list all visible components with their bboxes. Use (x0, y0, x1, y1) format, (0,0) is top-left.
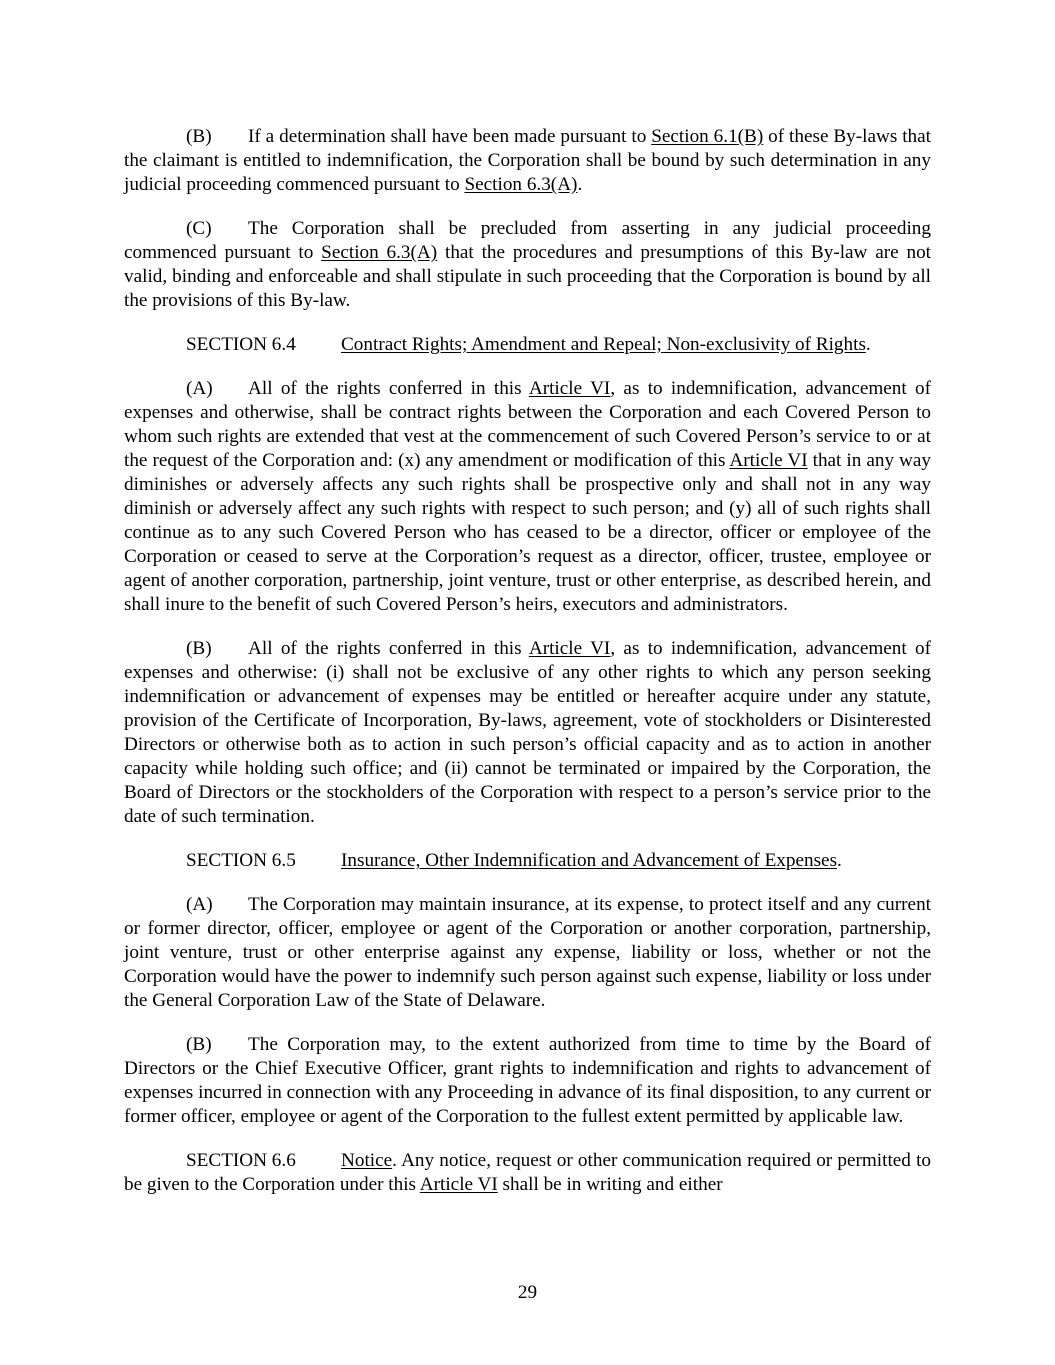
clause-label: (C) (186, 218, 212, 239)
cross-reference: Article VI (729, 450, 808, 471)
paragraph-text: All of the rights conferred in this (248, 378, 529, 399)
clause-paragraph (124, 1033, 931, 1129)
paragraph-text: that in any way diminishes or adversely affects any such rights shall be prospective only and shall not in any way diminish or adversely affect any such rights with respect to such person; and (y) all of such rights shall continue as to any such Covered Person who has ceased to be a director, officer or employee of the Corporation or ceased to serve at the Corporation’s request as a director, officer, trustee, employee or agent of another corporation, partnership, joint venture, trust or other enterprise, as described herein, and shall inure to the benefit of such Covered Person’s heirs, executors and administrators. (124, 450, 932, 615)
clause-label: (A) (186, 894, 213, 915)
clause-paragraph (124, 217, 931, 313)
paragraph-text: All of the rights conferred in this (248, 638, 529, 659)
cross-reference: Article VI (419, 1174, 498, 1195)
paragraph-text: . (837, 850, 842, 871)
paragraph-text: , as to indemnification, advancement of expenses and otherwise, shall be contract rights between the Corporation and each Covered Person to whom such rights are extended that vest at the commencement of such Covered Person’s service to or at the request of the Corporation and: (x) any amendment or modification of this (124, 378, 932, 471)
paragraph-text: of these By-laws that the claimant is entitled to indemnification, the Corporation shall be bound by such determination in any judicial proceeding commenced pursuant to (124, 126, 931, 195)
clause-paragraph (124, 893, 931, 1013)
paragraph-text: shall be in writing and either (497, 1174, 723, 1195)
paragraph-text: . (577, 174, 583, 195)
paragraph-text: The Corporation may, to the extent authorized from time to time by the Board of Directors or the Chief Executive Officer, grant rights to indemnification and rights to advancement of expenses incurred in connection with any Proceeding in advance of its final disposition, to any current or former officer, employee or agent of the Corporation to the fullest extent permitted by applicable law. (124, 1034, 931, 1127)
section-heading-paragraph (124, 849, 931, 873)
section-number: SECTION 6.4 (186, 334, 296, 355)
paragraph-text: , as to indemnification, advancement of expenses and otherwise: (i) shall not be exclusive of any other rights to which any person seeking indemnification or advancement of expenses may be entitled or hereafter acquire under any statute, provision of the Certificate of Incorporation, By-laws, agreement, vote of stockholders or Disinterested Directors or otherwise both as to action in such person’s official capacity and as to action in another capacity while holding such office; and (ii) cannot be terminated or impaired by the Corporation, the Board of Directors or the stockholders of the Corporation with respect to a person’s service prior to the date of such termination. (124, 638, 932, 827)
clause-paragraph (124, 125, 931, 197)
clause-paragraph (124, 637, 931, 829)
clause-label: (A) (186, 378, 213, 399)
clause-label: (B) (186, 126, 212, 147)
paragraph-text: that the procedures and presumptions of this By-law are not valid, binding and enforceable and shall stipulate in such proceeding that the Corporation is bound by all the provisions of this By-law. (124, 242, 931, 311)
cross-reference: Insurance, Other Indemnification and Advancement of Expenses (341, 850, 838, 871)
cross-reference: Section 6.1(B) (651, 126, 764, 147)
cross-reference: Article VI (528, 638, 611, 659)
paragraph-text: The Corporation may maintain insurance, at its expense, to protect itself and any current or former director, officer, employee or agent of the Corporation or another corporation, partnership, joint venture, trust or other enterprise against any expense, liability or loss, whether or not the Corporation would have the power to indemnify such person against such expense, liability or loss under the General Corporation Law of the State of Delaware. (124, 894, 931, 1011)
paragraph-text: . (865, 334, 871, 355)
page-number: 29 (517, 1282, 538, 1303)
cross-reference: Article VI (528, 378, 611, 399)
paragraph-text: . Any notice, request or other communication required or permitted to be given to the Corporation under this (124, 1150, 931, 1195)
cross-reference: Notice (341, 1150, 393, 1171)
clause-paragraph (124, 377, 931, 617)
cross-reference: Section 6.3(A) (464, 174, 578, 195)
section-heading-paragraph (124, 333, 931, 357)
section-heading-paragraph (124, 1149, 931, 1197)
paragraph-text: If a determination shall have been made pursuant to (248, 126, 652, 147)
paragraph-text: The Corporation shall be precluded from asserting in any judicial proceeding commenced pursuant to (124, 218, 931, 263)
clause-label: (B) (186, 1034, 212, 1055)
cross-reference: Section 6.3(A) (321, 242, 438, 263)
section-number: SECTION 6.5 (186, 850, 296, 871)
clause-label: (B) (186, 638, 212, 659)
cross-reference: Contract Rights; Amendment and Repeal; Non-exclusivity of Rights (341, 334, 866, 355)
section-number: SECTION 6.6 (186, 1150, 296, 1171)
document-body (124, 125, 931, 1217)
